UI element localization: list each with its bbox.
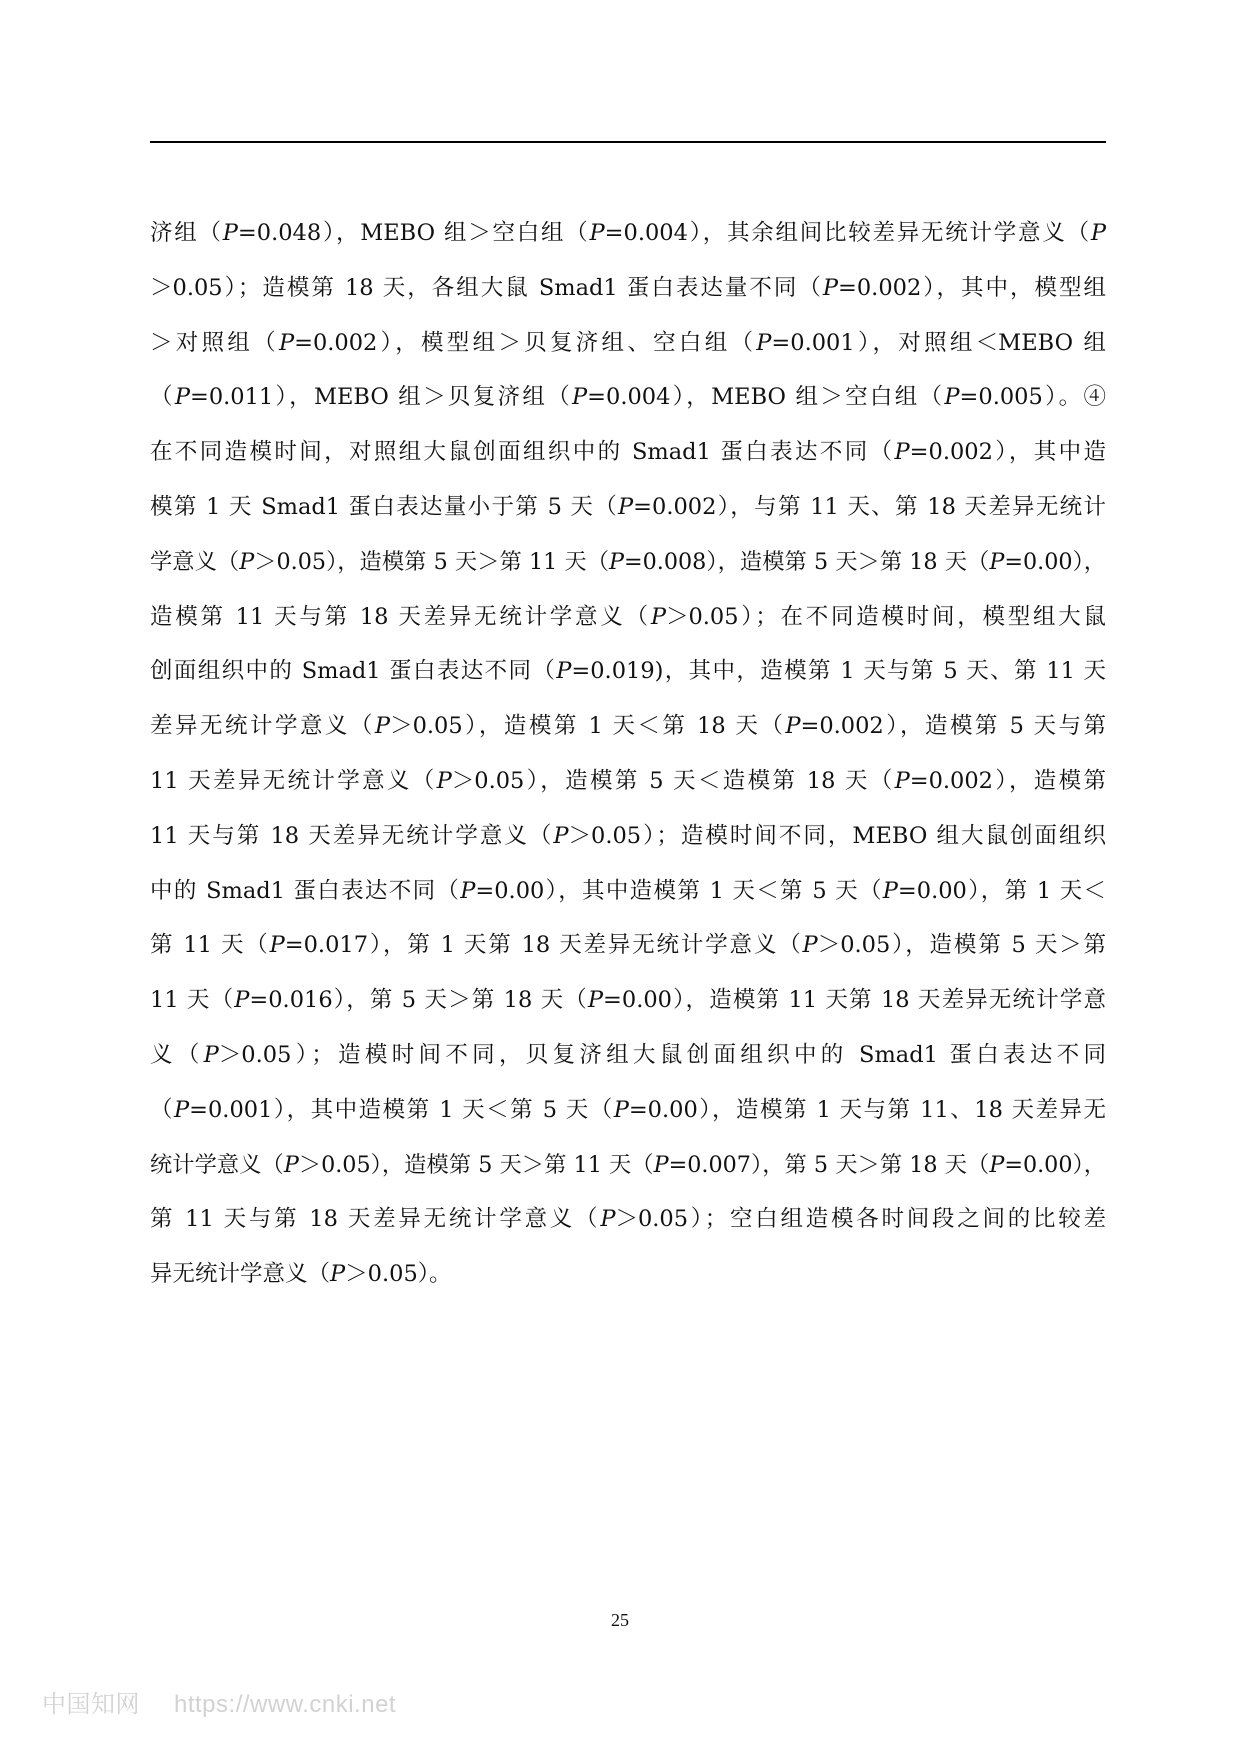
- body-text: [150, 206, 1106, 1302]
- text-line: 济组（P=0.048），MEBO 组＞空白组（P=0.004），其余组间比较差异无统计学意义（P: [150, 220, 1106, 246]
- text-line: 学意义（P＞0.05），造模第 5 天＞第 11 天（P=0.008），造模第 5 天＞第 18 天（P=0.00），: [150, 548, 1107, 575]
- text-line: ＞0.05）；造模第 18 天，各组大鼠 Smad1 蛋白表达量不同（P=0.002），其中，模型组: [150, 274, 1106, 301]
- watermark-brand: 中国知网: [42, 1690, 140, 1718]
- text-line: （P=0.011），MEBO 组＞贝复济组（P=0.004），MEBO 组＞空白组（P=0.005）。④: [150, 384, 1107, 411]
- watermark-site: https://www.cnki.net: [174, 1691, 397, 1718]
- text-line: 第 11 天与第 18 天差异无统计学意义（P＞0.05）；空白组造模各时间段之间的比较差: [150, 1206, 1106, 1233]
- text-line: 中的 Smad1 蛋白表达不同（P=0.00），其中造模第 1 天＜第 5 天（P=0.00），第 1 天＜: [150, 877, 1106, 904]
- text-line: 11 天（P=0.016），第 5 天＞第 18 天（P=0.00），造模第 11 天第 18 天差异无统计学意: [150, 987, 1106, 1014]
- text-line: 创面组织中的 Smad1 蛋白表达不同（P=0.019)，其中，造模第 1 天与第 5 天、第 11 天: [150, 658, 1107, 685]
- text-line: 造模第 11 天与第 18 天差异无统计学意义（P＞0.05）；在不同造模时间，模型组大鼠: [150, 603, 1106, 630]
- text-line: ＞对照组（P=0.002），模型组＞贝复济组、空白组（P=0.001），对照组＜MEBO 组: [150, 329, 1106, 356]
- text-line: （P=0.001），其中造模第 1 天＜第 5 天（P=0.00），造模第 1 天与第 11、18 天差异无: [150, 1096, 1106, 1123]
- page-number: 25: [611, 1610, 629, 1630]
- text-line: 11 天差异无统计学意义（P＞0.05），造模第 5 天＜造模第 18 天（P=0.002），造模第: [150, 767, 1106, 794]
- text-line: 义（P＞0.05）；造模时间不同，贝复济组大鼠创面组织中的 Smad1 蛋白表达不同: [150, 1041, 1106, 1068]
- watermark: [42, 1684, 396, 1719]
- text-line: 在不同造模时间，对照组大鼠创面组织中的 Smad1 蛋白表达不同（P=0.002），其中造: [150, 439, 1107, 466]
- text-line: 统计学意义（P＞0.05），造模第 5 天＞第 11 天（P=0.007），第 5 天＞第 18 天（P=0.00），: [150, 1151, 1106, 1178]
- text-line: 第 11 天（P=0.017），第 1 天第 18 天差异无统计学意义（P＞0.05），造模第 5 天＞第: [150, 932, 1107, 959]
- text-line: 11 天与第 18 天差异无统计学意义（P＞0.05）；造模时间不同，MEBO 组大鼠创面组织: [150, 822, 1106, 849]
- text-line: 模第 1 天 Smad1 蛋白表达量小于第 5 天（P=0.002），与第 11 天、第 18 天差异无统计: [150, 493, 1106, 520]
- text-line: 差异无统计学意义（P＞0.05），造模第 1 天＜第 18 天（P=0.002），造模第 5 天与第: [150, 713, 1107, 740]
- header-rule: [150, 141, 1106, 143]
- text-line-last: 异无统计学意义（P＞0.05）。: [150, 1261, 452, 1288]
